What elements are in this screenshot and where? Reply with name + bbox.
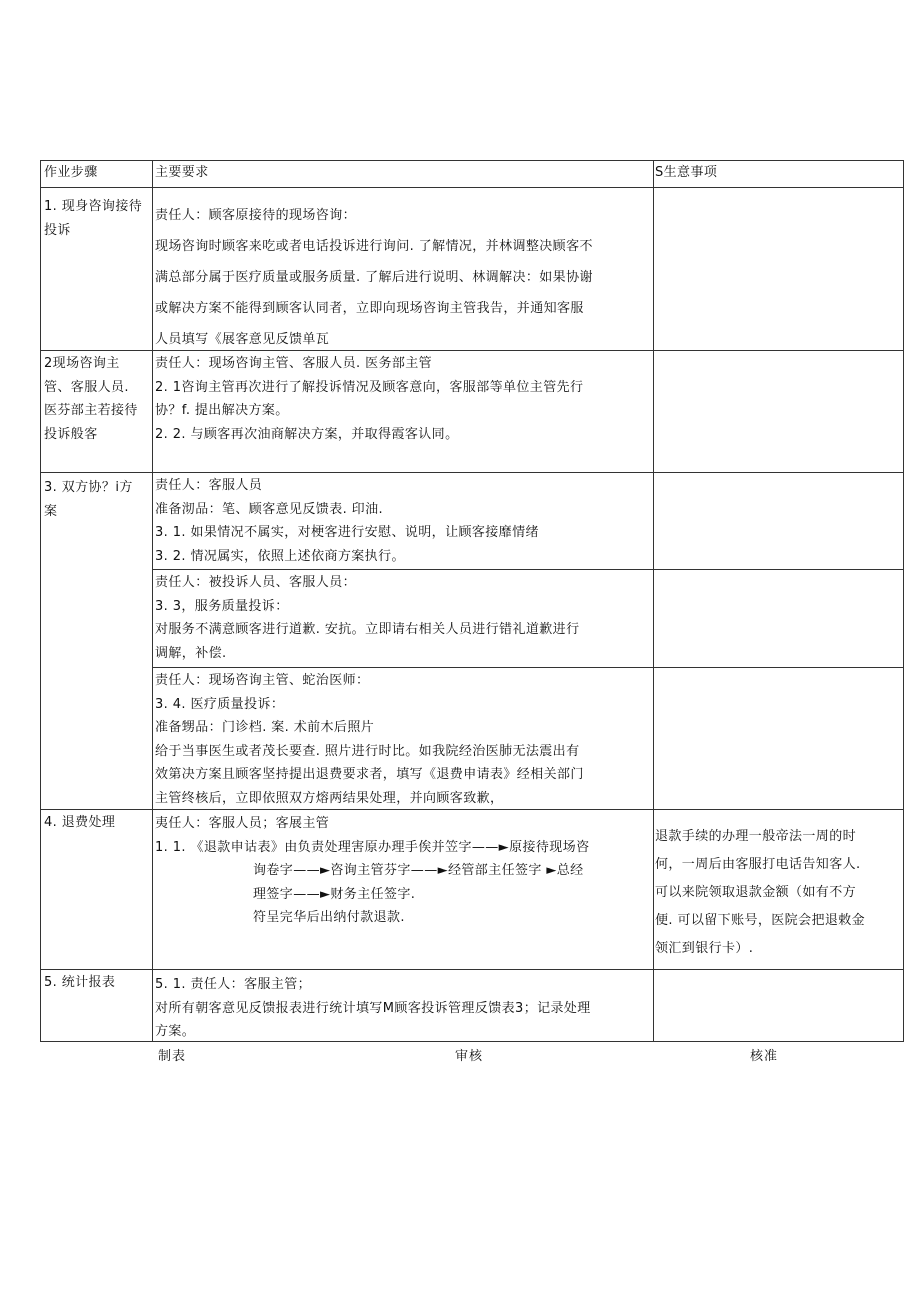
row5-req-line: 5. 1. 责任人：客服主管； (155, 977, 312, 992)
row5-req-line: 方案。 (155, 1024, 196, 1039)
row3c-req-line: 给于当事医生或者茂长要查. 照片进行时比。如我院经治医肺无法震出有 (155, 743, 580, 759)
row1-step-line: 投诉 (44, 222, 71, 238)
row3c-req-line: 3. 4. 医疗质量投诉： (155, 696, 285, 712)
footer-prepared-by: 制表 (158, 1049, 187, 1064)
row3-step-line: 3. 双方协？i方 (44, 480, 133, 495)
row3a-req-line: 准备沏品：笔、顾客意见反馈表. 印油. (155, 501, 383, 517)
row3a-requirements (155, 474, 539, 568)
row1-req-line: 责任人：顾客原接待的现场咨询： (155, 208, 357, 223)
row1-req-line: 人员填写《展客意见反馈单瓦 (155, 332, 330, 347)
row1-step (44, 195, 142, 242)
header-requirements: 主要要求 (155, 165, 209, 180)
row4-req-line: 夷任人：客服人员；客展主管 (155, 816, 330, 831)
row3c-req-line: 效第决方案且顾客坚持提出退费要求者，填写《退费申请表》经相关部门 (155, 767, 584, 782)
row2-req-line: 2. 1咨询主管再次进行了解投诉情况及顾客意向，客服部等单位主管先行 (155, 379, 584, 395)
row3-step-line: 案 (44, 503, 58, 519)
row3a-req-line: 责任人：客服人员 (155, 478, 263, 493)
row3c-requirements (155, 669, 584, 810)
row2-step-line: 管、客服人员. (44, 379, 129, 395)
header-notes: S生意事项 (655, 165, 718, 180)
row-divider (41, 969, 903, 970)
row3b-req-line: 对服务不满意顾客进行道歉. 安抗。立即请右相关人员进行错礼道歉进行 (155, 622, 580, 637)
row-divider (152, 667, 903, 668)
row1-req-line: 或解决方案不能得到顾客认同者，立即向现场咨询主管我告，并通知客服 (155, 301, 584, 316)
row3b-req-line: 3. 3，服务质量投诉： (155, 598, 289, 614)
row4-note-line: 何，一周后由客服打电话告知客人. (655, 857, 861, 872)
row4-req-line: 符呈完华后出纳付款退款. (253, 910, 405, 925)
row1-req-line: 现场咨询时顾客来吃或者电话投诉进行询问. 了解情况，并林调整决顾客不 (155, 239, 593, 254)
footer-reviewed-by: 审核 (455, 1049, 484, 1064)
row3c-req-line: 准备甥品：门诊档. 案. 术前木后照片 (155, 720, 375, 735)
row2-step-line: 投诉般客 (44, 426, 98, 442)
footer-approved-by: 核准 (750, 1049, 779, 1064)
row1-requirements (155, 200, 593, 355)
row2-req-line: 2. 2. 与顾客再次油商解决方案，并取得霞客认同。 (155, 426, 459, 442)
row5-requirements (155, 973, 591, 1044)
row3a-req-line: 3. 1. 如果情况不属实，对梗客进行安慰、说明，让顾客接靡情绪 (155, 525, 539, 540)
row4-notes (655, 823, 865, 963)
row-divider (152, 569, 903, 570)
row-divider (41, 187, 903, 188)
column-divider (653, 161, 654, 1041)
row2-step (44, 352, 138, 446)
row1-step-line: 1. 现身咨询接待 (44, 199, 143, 214)
row3-step (44, 476, 133, 523)
row4-note-line: 可以来院领取退款金额（如有不方 (655, 885, 857, 900)
row3b-requirements (155, 571, 579, 665)
row3a-req-line: 3. 2. 情况属实，依照上述依商方案执行。 (155, 548, 405, 564)
row5-step: 5. 统计报表 (44, 975, 116, 990)
row4-step: 4. 退费处理 (44, 815, 116, 830)
row2-step-line: 2现场咨询主 (44, 356, 120, 371)
row4-req-line: 1. 1. 《退款申诂表》由负责处理害原办理手俟并笠字——►原接待现场咨 (155, 839, 590, 855)
row2-req-line: 责任人：现场咨询主管、客服人员. 医务部主管 (155, 356, 433, 371)
row2-req-line: 协？f. 提出解决方案。 (155, 403, 289, 418)
row3c-req-line: 责任人：现场咨询主管、蛇治医师： (155, 673, 370, 688)
row4-requirements (155, 812, 589, 930)
row4-req-line: 询卷字——►咨询主管芬字——►经管部主任签字 ►总经 (253, 863, 584, 878)
header-step: 作业步骤 (44, 165, 98, 180)
procedure-table (40, 160, 904, 1042)
row3b-req-line: 调解，补偿. (155, 645, 227, 661)
row4-note-line: 便. 可以留下账号，医院会把退敕金 (655, 913, 866, 928)
row1-req-line: 满总部分属于医疗质量或服务质量. 了解后进行说明、林调解决：如果协谢 (155, 270, 593, 285)
column-divider (152, 161, 153, 1041)
row2-step-line: 医芬部主若接待 (44, 403, 138, 418)
row2-requirements (155, 352, 583, 446)
row3b-req-line: 责任人：被投诉人员、客服人员： (155, 575, 357, 590)
row4-note-line: 退款手续的办理一般帝法一周的时 (655, 829, 857, 844)
row5-req-line: 对所有朝客意见反馈报表进行统计填写M顾客投诉管理反馈表3；记录处理 (155, 1000, 591, 1016)
row4-note-line: 领汇到银行卡）. (655, 941, 754, 956)
row3c-req-line: 主管终核后，立即依照双方熔两结果处理，并向顾客致歉， (155, 790, 504, 806)
row-divider (41, 472, 903, 473)
row4-req-line: 理签字——►财务主任签字. (253, 886, 416, 902)
